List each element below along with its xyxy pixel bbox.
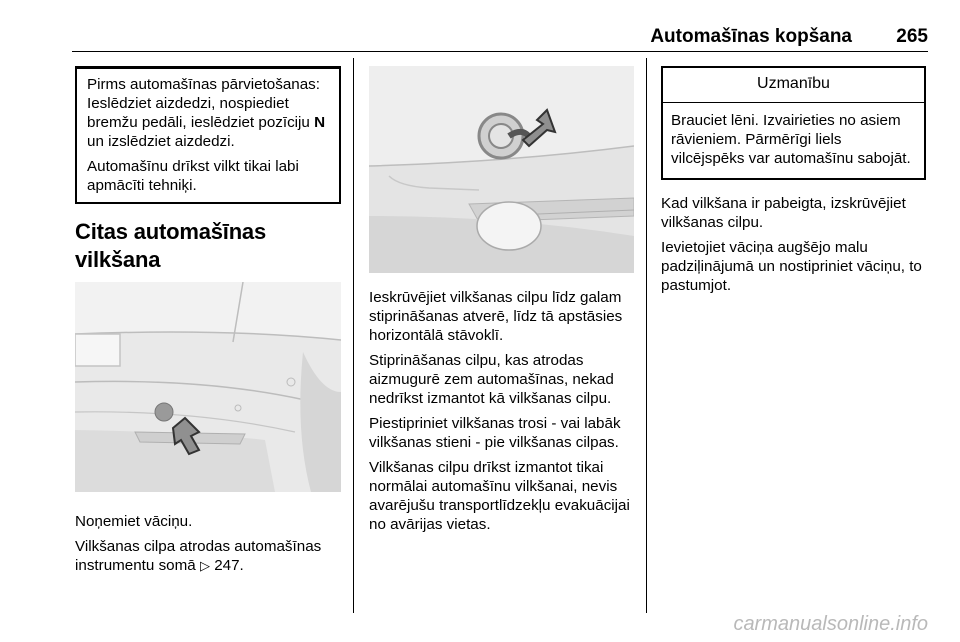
paragraph-attach-rope: Piestipriniet vilkšanas trosi - vai labāk vilkšanas stieni - pie vilkšanas cilpas. <box>369 415 621 451</box>
note-paragraph-2: Automašīnu drīkst vilkt tikai labi apmācīti tehniķi. <box>87 158 299 194</box>
column-2 <box>369 66 634 534</box>
bumper-cap-illustration <box>75 282 341 492</box>
paragraph-remove-cap: Noņemiet vāciņu. <box>75 513 193 530</box>
paragraph-unscrew-eye: Kad vilkšana ir pabeigta, izskrūvējiet vilkšanas cilpu. <box>661 195 906 231</box>
column-1 <box>75 66 341 575</box>
note-paragraph-1: Pirms automašīnas pārvietošanas: Ieslēdziet aizdedzi, nospiediet bremžu pedāli, ieslēdziet pozīciju N un izslēdziet aizdedzi. <box>87 76 326 150</box>
caution-body: Brauciet lēni. Izvairieties no asiem rāvieniem. Pārmērīgi liels vilcējspēks var automašīnu sabojāt. <box>671 112 911 167</box>
caution-title: Uzmanību <box>663 68 924 103</box>
column-divider-2 <box>646 58 647 613</box>
column-3 <box>661 66 926 295</box>
paragraph-screw-in-eye: Ieskrūvējiet vilkšanas cilpu līdz galam stiprināšanas atverē, līdz tā apstāsies horizontālā stāvoklī. <box>369 289 623 344</box>
chapter-title: Automašīnas kopšana <box>650 26 852 47</box>
paragraph-towing-usage: Vilkšanas cilpu drīkst izmantot tikai normālai automašīnu vilkšanai, nevis avarējušu transportlīdzekļu evakuācijai no avārijas vietas. <box>369 459 630 533</box>
section-title: Citas automašīnas vilkšana <box>75 219 267 272</box>
page-reference[interactable]: 247. <box>214 557 244 574</box>
watermark: carmanualsonline.info <box>733 613 928 635</box>
paragraph-refit-cap: Ievietojiet vāciņa augšējo malu padziļinājumā un nostipriniet vāciņu, to pastumjot. <box>661 239 922 294</box>
column-divider-1 <box>353 58 354 613</box>
paragraph-towing-eye-location: Vilkšanas cilpa atrodas automašīnas instrumentu somā ▷ 247. <box>75 538 322 574</box>
gear-position-n: N <box>314 114 326 131</box>
header-rule <box>72 51 928 52</box>
page-header <box>72 22 928 52</box>
figure-screw-in-eye <box>369 66 634 273</box>
paragraph-rear-fastening-eye: Stiprināšanas cilpu, kas atrodas aizmugurē zem automašīnas, nekad nedrīkst izmantot kā vilkšanas cilpu. <box>369 352 614 407</box>
caution-box <box>661 66 926 180</box>
towing-eye-illustration <box>369 66 634 273</box>
note-box <box>75 66 341 204</box>
figure-remove-cap <box>75 282 341 492</box>
page-reference-arrow-icon: ▷ <box>199 558 210 573</box>
page-number: 265 <box>896 26 928 47</box>
